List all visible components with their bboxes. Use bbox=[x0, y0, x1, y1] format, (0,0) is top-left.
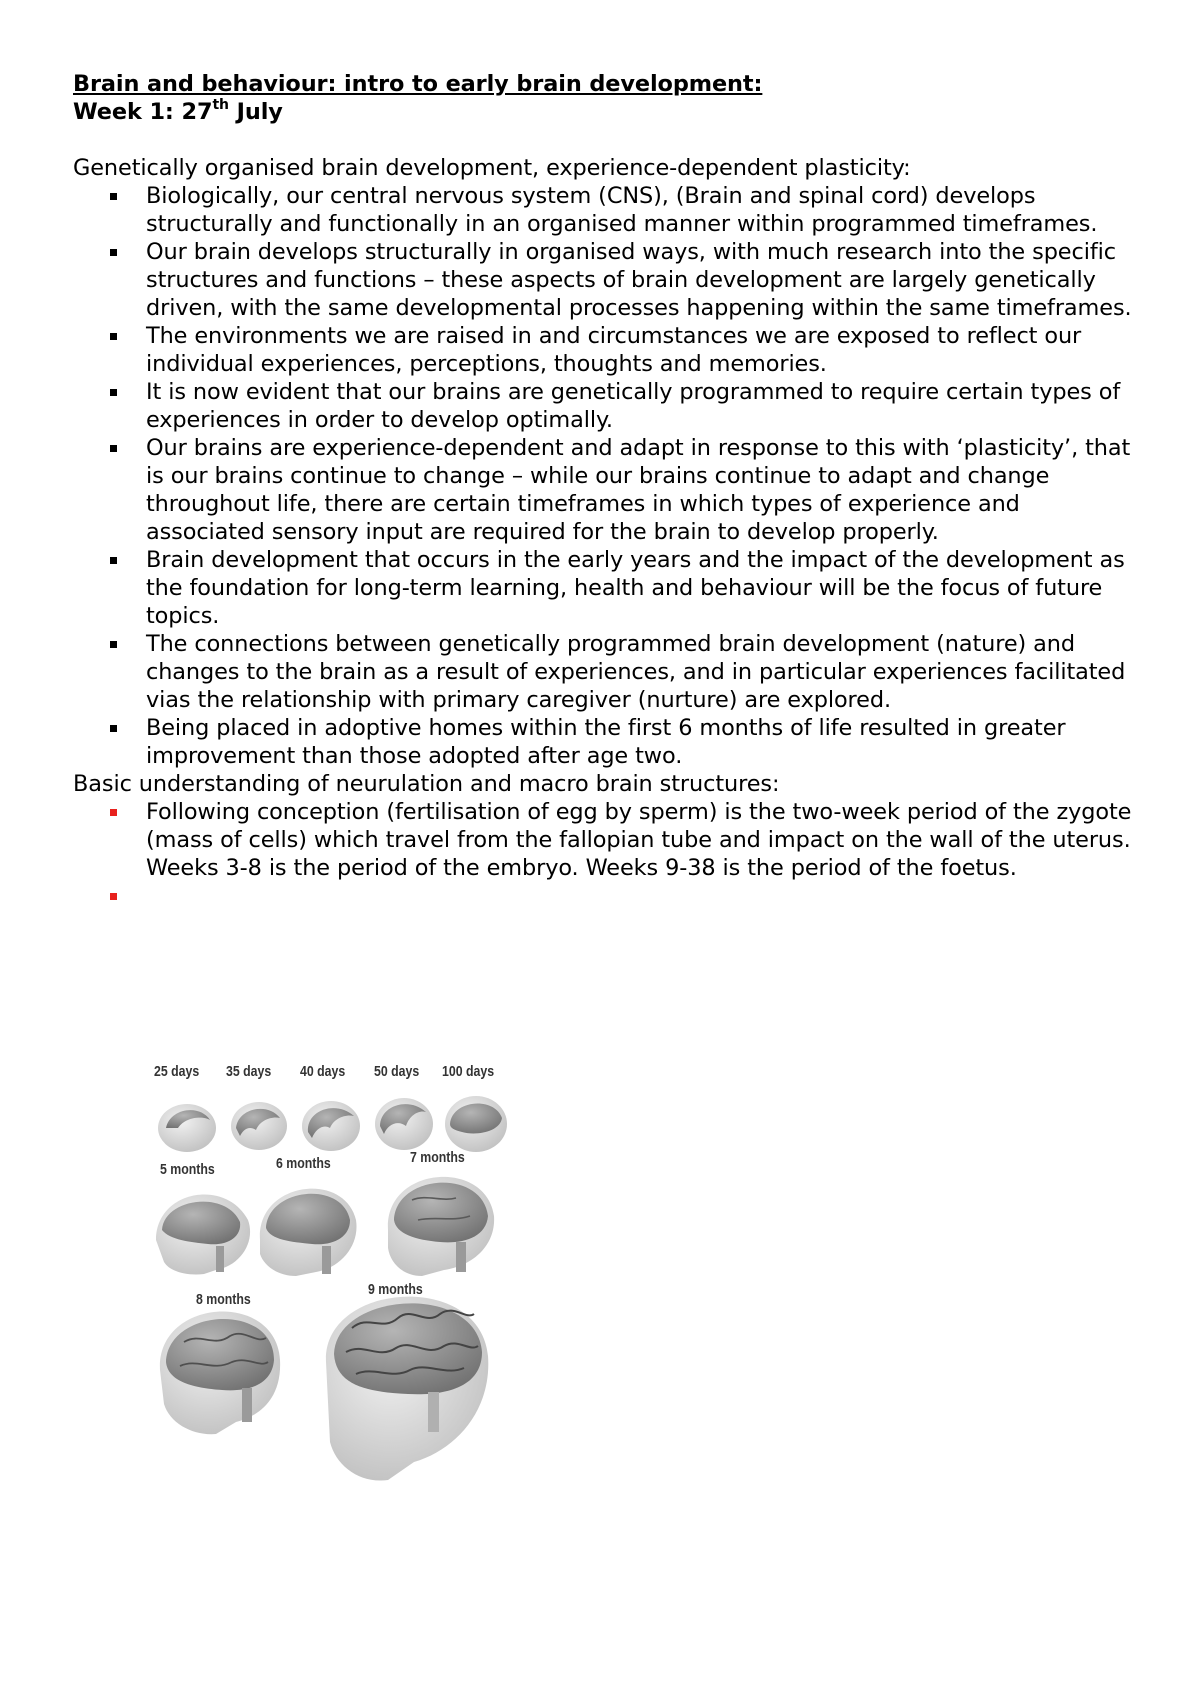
embryo-35-days bbox=[231, 1102, 287, 1150]
label-50-days: 50 days bbox=[374, 1064, 420, 1080]
bullet-list-neurulation bbox=[73, 798, 1143, 910]
label-35-days: 35 days bbox=[226, 1064, 272, 1080]
week-heading bbox=[73, 98, 1143, 126]
embryo-50-days bbox=[375, 1098, 433, 1150]
list-item-text: Being placed in adoptive homes within the first 6 months of life resulted in greater improvement than those adopted after age two. bbox=[146, 715, 1066, 769]
square-bullet-icon bbox=[110, 389, 117, 396]
label-9-months: 9 months bbox=[368, 1282, 423, 1298]
label-100-days: 100 days bbox=[442, 1064, 495, 1080]
square-bullet-icon bbox=[110, 445, 117, 452]
label-7-months: 7 months bbox=[410, 1150, 465, 1166]
document-title: Brain and behaviour: intro to early brain development: bbox=[73, 71, 763, 97]
square-bullet-icon bbox=[110, 557, 117, 564]
fetus-100-days bbox=[445, 1096, 507, 1152]
list-item bbox=[73, 434, 1143, 546]
square-bullet-icon bbox=[110, 725, 117, 732]
list-item-text: Following conception (fertilisation of egg by sperm) is the two-week period of the zygote (mass of cells) which travel from the fallopian tube and impact on the wall of the uterus. Weeks 3-8 is the period of the embryo. Weeks 9-38 is the period of the foetus. bbox=[146, 799, 1132, 881]
label-6-months: 6 months bbox=[276, 1156, 331, 1172]
week-suffix: July bbox=[228, 99, 283, 125]
label-8-months: 8 months bbox=[196, 1292, 251, 1308]
week-superscript: th bbox=[212, 96, 229, 113]
label-5-months: 5 months bbox=[160, 1162, 215, 1178]
week-prefix: Week 1: 27 bbox=[73, 99, 213, 125]
blank-line bbox=[73, 126, 1143, 154]
list-item-text: Our brains are experience-dependent and adapt in response to this with ‘plasticity’, that is our brains continue to change – while our brains continue to adapt and change throughout life, there are certain timeframes in which types of experience and associated sensory input are required for the brain to develop properly. bbox=[146, 435, 1131, 545]
list-item-text: Brain development that occurs in the early years and the impact of the development as the foundation for long-term learning, health and behaviour will be the focus of future topics. bbox=[146, 547, 1125, 629]
label-25-days: 25 days bbox=[154, 1064, 200, 1080]
list-item-text: It is now evident that our brains are genetically programmed to require certain types of experiences in order to develop optimally. bbox=[146, 379, 1121, 433]
list-item-text: Biologically, our central nervous system (CNS), (Brain and spinal cord) develops structurally and functionally in an organised manner within programmed timeframes. bbox=[146, 183, 1098, 237]
list-item-text: The environments we are raised in and circumstances we are exposed to reflect our individual experiences, perceptions, thoughts and memories. bbox=[146, 323, 1082, 377]
brain-7-months bbox=[388, 1177, 494, 1276]
list-item bbox=[73, 378, 1143, 434]
brain-development-figure bbox=[154, 1064, 536, 1500]
brain-9-months bbox=[326, 1297, 488, 1481]
embryo-25-days bbox=[158, 1104, 216, 1152]
section-heading-genetics: Genetically organised brain development, experience-dependent plasticity: bbox=[73, 155, 911, 181]
list-item bbox=[73, 322, 1143, 378]
document-page bbox=[73, 70, 1143, 910]
list-item bbox=[73, 238, 1143, 322]
square-bullet-icon bbox=[110, 641, 117, 648]
red-square-bullet-icon bbox=[110, 809, 117, 816]
red-square-bullet-icon bbox=[110, 893, 117, 900]
brain-8-months bbox=[160, 1312, 280, 1435]
embryo-40-days bbox=[302, 1101, 360, 1151]
list-item bbox=[73, 630, 1143, 714]
list-item bbox=[73, 798, 1143, 882]
brain-6-months bbox=[260, 1189, 357, 1276]
brain-development-illustration bbox=[156, 1070, 536, 1500]
list-item bbox=[73, 546, 1143, 630]
list-item-text: Our brain develops structurally in organised ways, with much research into the specific structures and functions – these aspects of brain development are largely genetically driven, with the same developmental processes happening within the same timeframes. bbox=[146, 239, 1132, 321]
square-bullet-icon bbox=[110, 333, 117, 340]
list-item bbox=[73, 714, 1143, 770]
square-bullet-icon bbox=[110, 193, 117, 200]
list-item bbox=[73, 182, 1143, 238]
list-item-empty bbox=[73, 882, 1143, 910]
brain-5-months bbox=[156, 1194, 250, 1274]
square-bullet-icon bbox=[110, 249, 117, 256]
list-item-text: The connections between genetically programmed brain development (nature) and changes to the brain as a result of experiences, and in particular experiences facilitated vias the relationship with primary caregiver (nurture) are explored. bbox=[146, 631, 1126, 713]
section-heading-neurulation: Basic understanding of neurulation and macro brain structures: bbox=[73, 771, 780, 797]
label-40-days: 40 days bbox=[300, 1064, 346, 1080]
bullet-list-genetics bbox=[73, 182, 1143, 770]
